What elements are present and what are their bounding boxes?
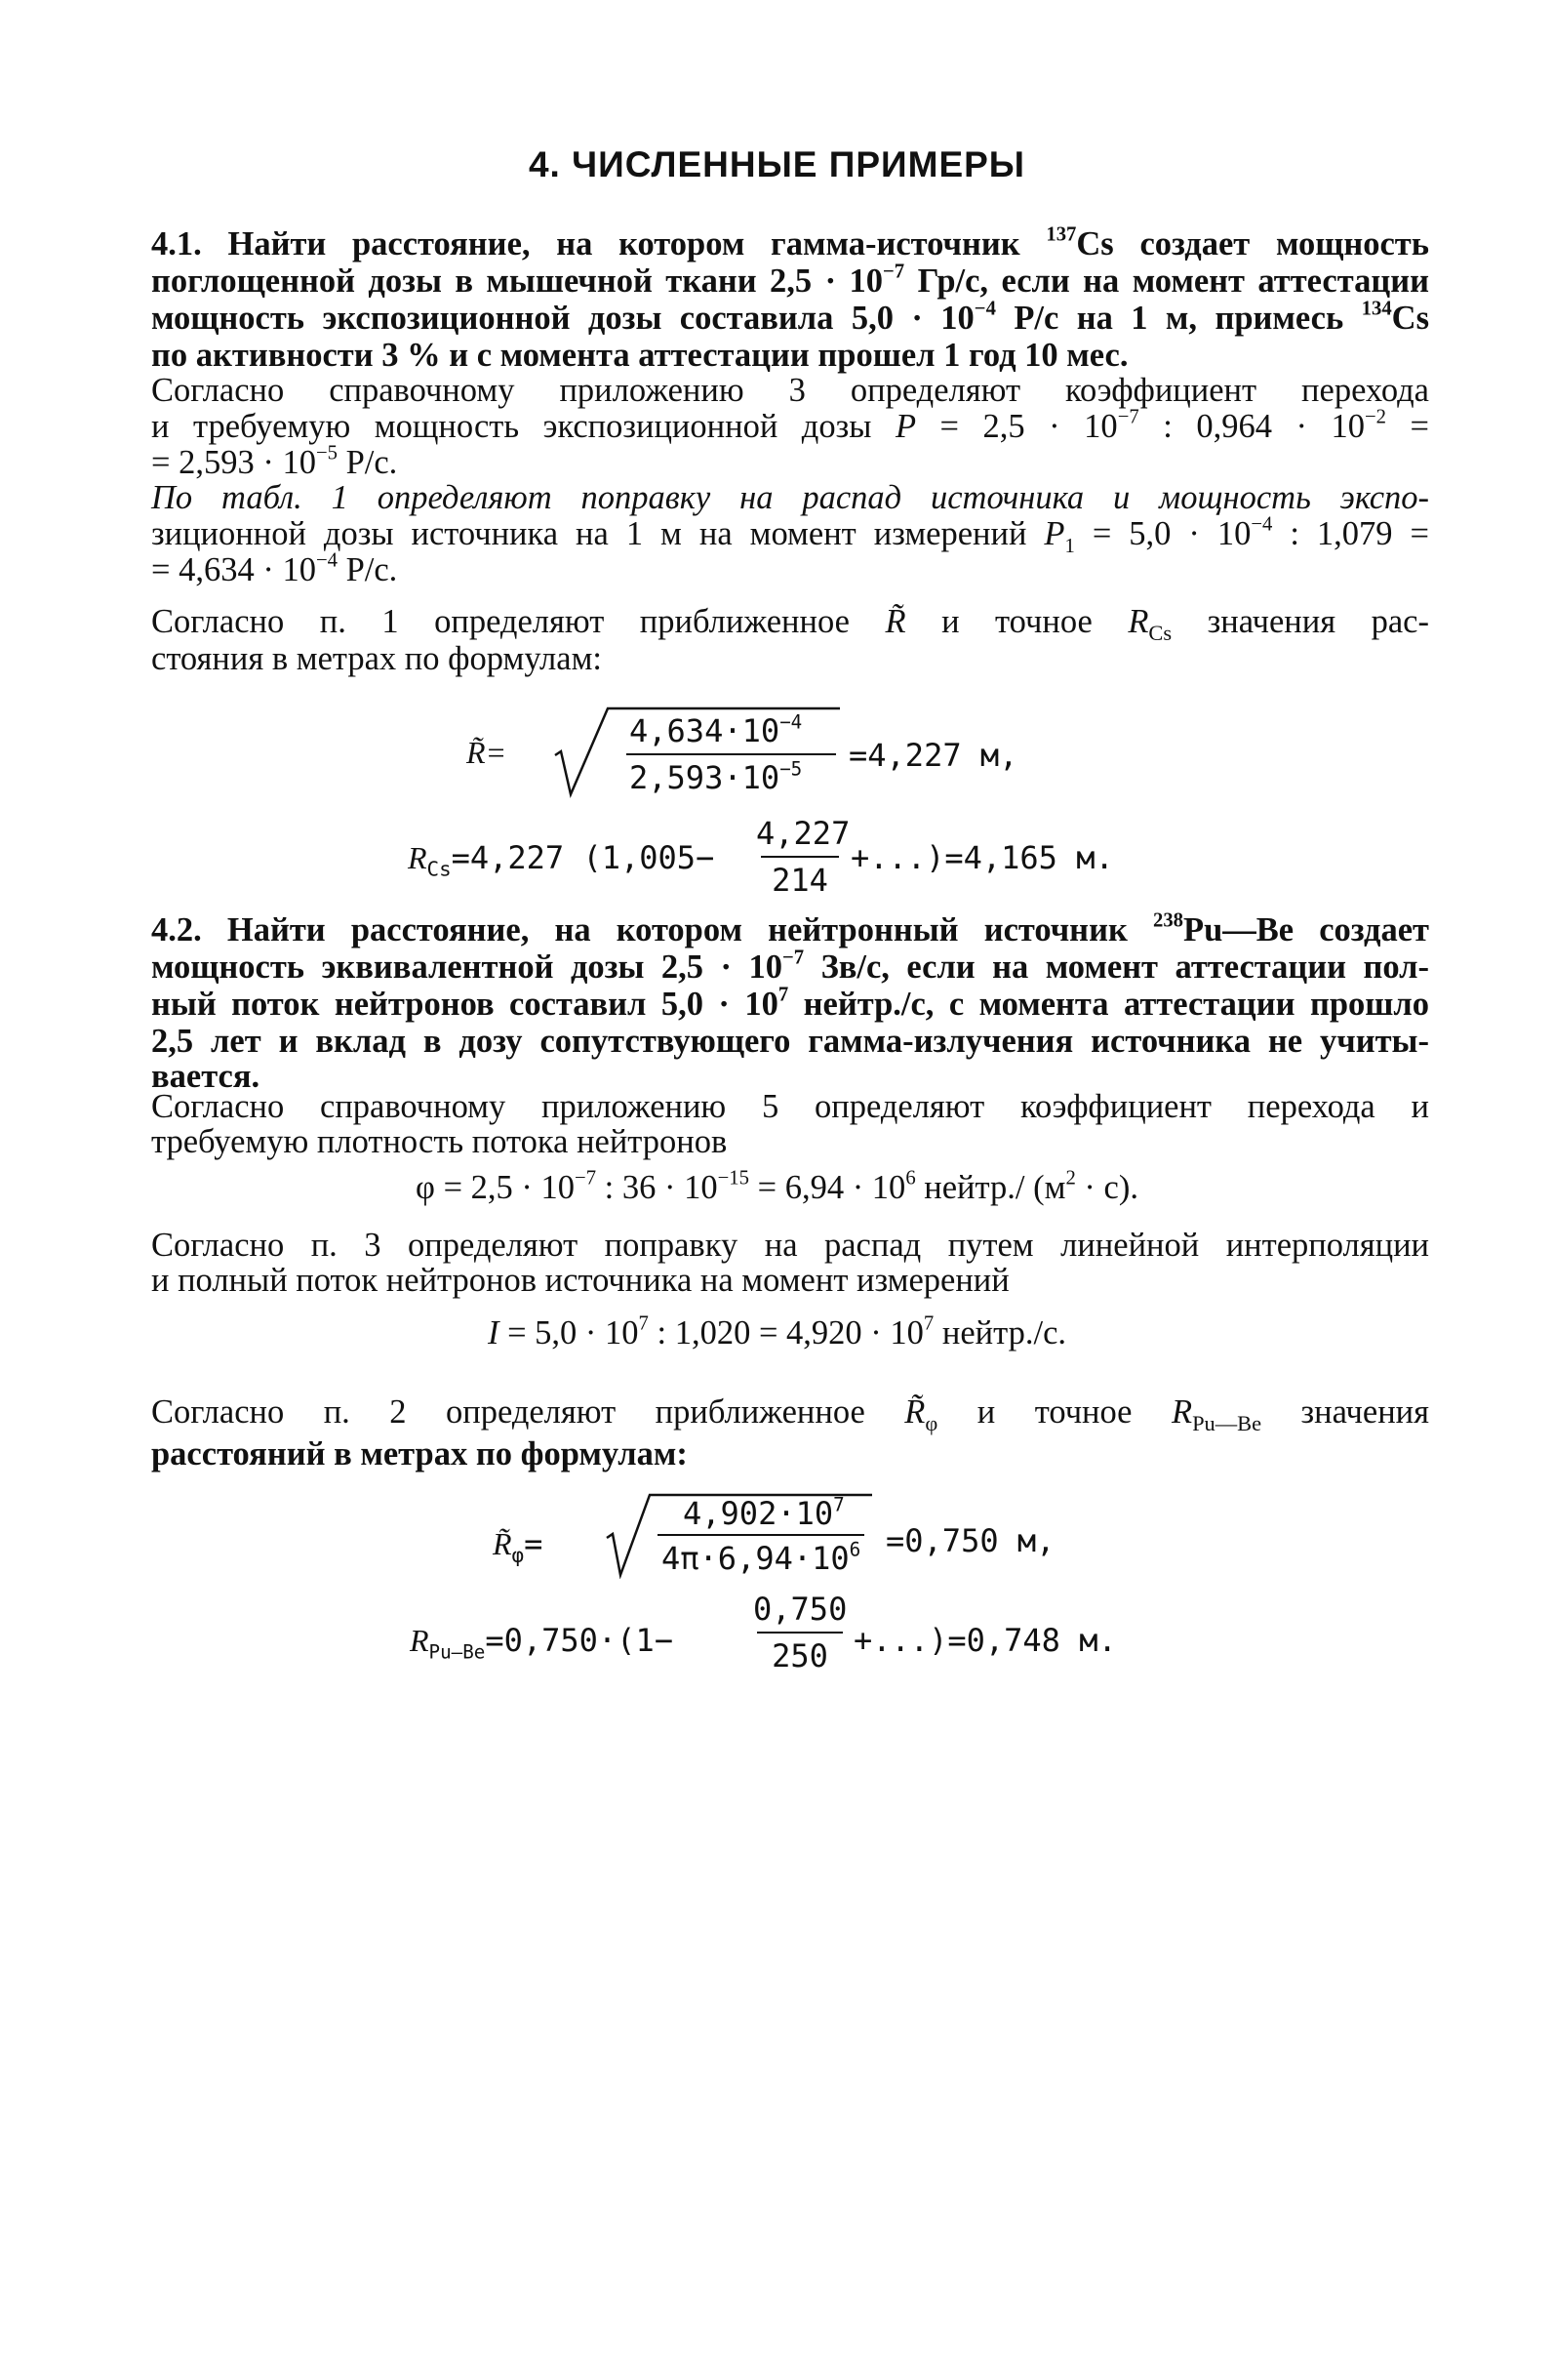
text: Согласно п. 3 определяют поправку на распад путем линейной интерполяции — [151, 1227, 1429, 1264]
subscript: Cs — [426, 857, 452, 881]
exponent: −4 — [1251, 513, 1273, 536]
equation-phi — [0, 1168, 1554, 1207]
exponent: −5 — [779, 757, 803, 781]
text: = 2,593 · 10 — [151, 444, 316, 481]
text: Гр/с, если на момент аттестации — [904, 262, 1429, 300]
exponent: 7 — [777, 984, 789, 1006]
exponent: 6 — [905, 1167, 916, 1190]
text: нейтр./ (м — [915, 1169, 1066, 1206]
denominator: 214 — [772, 862, 828, 899]
p42d-line-2 — [151, 1434, 1429, 1473]
text: Согласно справочному приложению 5 определяют коэффициент перехода и — [151, 1088, 1429, 1125]
text: расстояний в метрах по формулам: — [151, 1435, 688, 1472]
text: Зв/с, если на момент аттестации пол- — [804, 948, 1429, 986]
text: : 1,020 = 4,920 · 10 — [648, 1314, 924, 1351]
p41b-line-2 — [151, 407, 1429, 446]
p41-line-3 — [151, 299, 1429, 338]
text: : 0,964 · 10 — [1138, 408, 1365, 445]
p41b-line-3 — [151, 443, 1429, 482]
p41-line-4 — [151, 336, 1429, 375]
text: φ = 2,5 · 10 — [416, 1169, 576, 1206]
denominator — [661, 1540, 860, 1577]
var: P — [895, 408, 917, 445]
text: нейтр./с. — [934, 1314, 1067, 1351]
exponent: 2 — [1065, 1167, 1076, 1190]
subscript: φ — [511, 1543, 525, 1567]
text: требуемую плотность потока нейтронов — [151, 1123, 728, 1160]
text: = 4,634 · 10 — [151, 551, 316, 588]
text: нейтр./с, с момента аттестации прошло — [788, 986, 1429, 1023]
text: поглощенной дозы в мышечной ткани 2,5 · 10 — [151, 262, 883, 300]
p41b-line-1 — [151, 371, 1429, 410]
text: Согласно п. 1 определяют приближенное — [151, 603, 886, 640]
section-heading: 4. ЧИСЛЕННЫЕ ПРИМЕРЫ — [528, 144, 1026, 184]
p41c-line-1 — [151, 478, 1429, 517]
text: значения — [1261, 1393, 1429, 1431]
p42c-line-1 — [151, 1226, 1429, 1265]
p42b-line-2 — [151, 1122, 1429, 1161]
text: +...)=4,165 м. — [851, 839, 1114, 876]
text: стояния в метрах по формулам: — [151, 640, 602, 677]
exponent: −5 — [315, 442, 338, 464]
var: R̃ — [904, 1393, 926, 1431]
numerator — [629, 712, 802, 749]
text: Согласно справочному приложению 3 определяют коэффициент перехода — [151, 372, 1429, 409]
var: I — [487, 1314, 499, 1351]
text: : 1,079 = — [1272, 515, 1429, 552]
text: по активности 3 % и с момента аттестации прошел 1 год 10 мес. — [151, 337, 1129, 374]
subscript: φ — [925, 1410, 938, 1435]
text: · с). — [1075, 1169, 1138, 1206]
numerator: 0,750 — [753, 1591, 848, 1628]
text: = 5,0 · 10 — [1074, 515, 1252, 552]
p42-line-2 — [151, 948, 1429, 987]
text: 4,902·10 — [683, 1495, 834, 1532]
p41d-line-2 — [151, 639, 1429, 678]
subscript: 1 — [1064, 535, 1075, 557]
text: и полный поток нейтронов источника на момент измерений — [151, 1262, 1010, 1299]
result: =0,750 м, — [886, 1522, 1056, 1559]
text: Р/с на 1 м, примесь — [995, 300, 1362, 337]
text: и точное — [905, 603, 1129, 640]
subscript: Pu—Be — [428, 1640, 486, 1664]
denominator: 250 — [772, 1637, 828, 1674]
text: Cs — [1391, 300, 1429, 337]
var: R — [408, 840, 427, 875]
exponent: 7 — [923, 1312, 935, 1335]
var: P — [1044, 515, 1065, 552]
text: = 6,94 · 10 — [748, 1169, 906, 1206]
isotope-mass: 134 — [1361, 298, 1392, 320]
p42-line-1 — [151, 910, 1429, 949]
text: = — [1386, 408, 1429, 445]
numerator: 4,227 — [756, 815, 851, 852]
text: = 5,0 · 10 — [498, 1314, 639, 1351]
text: 2,5 лет и вклад в дозу сопутствующего гамма-излучения источника не учиты- — [151, 1023, 1429, 1060]
exponent: −4 — [779, 710, 803, 734]
text: зиционной дозы источника на 1 м на момент измерений — [151, 515, 1045, 552]
text: мощность эквивалентной дозы 2,5 · 10 — [151, 948, 782, 986]
p41-line-2 — [151, 262, 1429, 301]
text: +...)=0,748 м. — [854, 1622, 1117, 1659]
exponent: 7 — [638, 1312, 649, 1335]
fraction-bar — [757, 1632, 843, 1634]
text: =0,750·(1− — [485, 1622, 673, 1659]
p42-line-3 — [151, 985, 1429, 1024]
equation-flux — [0, 1313, 1554, 1352]
exponent: −4 — [315, 549, 338, 572]
numerator — [683, 1495, 845, 1532]
text: вается. — [151, 1058, 260, 1095]
text: =4,227 (1,005− — [451, 839, 715, 876]
text: значения рас- — [1172, 603, 1429, 640]
exponent: 6 — [849, 1538, 861, 1561]
exponent: −7 — [781, 947, 805, 969]
subscript: Pu—Be — [1192, 1410, 1262, 1435]
exponent: −7 — [1117, 406, 1139, 428]
text: = 2,5 · 10 — [916, 408, 1118, 445]
text: По табл. 1 определяют поправку на распад источника и мощность экспо- — [151, 479, 1429, 516]
var: R̃ — [493, 1526, 512, 1561]
p42c-line-2 — [151, 1261, 1429, 1300]
fraction-bar — [626, 753, 836, 755]
text: Р/с. — [337, 551, 398, 588]
text: Cs создает мощность — [1076, 225, 1429, 262]
var: R — [1128, 603, 1149, 640]
isotope-mass: 137 — [1046, 223, 1077, 246]
exponent: −2 — [1365, 406, 1387, 428]
p42-line-4 — [151, 1022, 1429, 1061]
text: Pu—Be создает — [1183, 911, 1429, 948]
p42b-line-1 — [151, 1087, 1429, 1126]
result: =4,227 м, — [849, 737, 1018, 774]
text: 4.2. Найти расстояние, на котором нейтронный источник — [151, 911, 1153, 948]
var: R — [410, 1623, 429, 1658]
text: ный поток нейтронов составил 5,0 · 10 — [151, 986, 778, 1023]
fraction-bar — [657, 1534, 864, 1536]
text: и требуемую мощность экспозиционной дозы — [151, 408, 896, 445]
text: мощность экспозиционной дозы составила 5,0 · 10 — [151, 300, 975, 337]
var: R̃ — [885, 603, 906, 640]
var: R̃= — [466, 735, 507, 770]
text: 4.1. Найти расстояние, на котором гамма-источник — [151, 225, 1047, 262]
text: 2,593·10 — [629, 759, 780, 796]
exponent: −15 — [717, 1167, 749, 1190]
text: 4π·6,94·10 — [661, 1540, 850, 1577]
p41-line-1 — [151, 224, 1429, 263]
denominator — [629, 759, 802, 796]
isotope-mass: 238 — [1152, 909, 1183, 932]
text: = — [524, 1525, 543, 1562]
subscript: Cs — [1148, 620, 1173, 645]
text: Согласно п. 2 определяют приближенное — [151, 1393, 905, 1431]
exponent: 7 — [833, 1493, 845, 1516]
exponent: −7 — [883, 261, 905, 283]
text: : 36 · 10 — [596, 1169, 718, 1206]
p41c-line-3 — [151, 550, 1429, 589]
exponent: −7 — [575, 1167, 597, 1190]
fraction-bar — [761, 856, 839, 858]
text: 4,634·10 — [629, 712, 780, 749]
exponent: −4 — [974, 298, 996, 320]
var: R — [1171, 1393, 1193, 1431]
text: и точное — [937, 1393, 1172, 1431]
text: Р/с. — [337, 444, 398, 481]
